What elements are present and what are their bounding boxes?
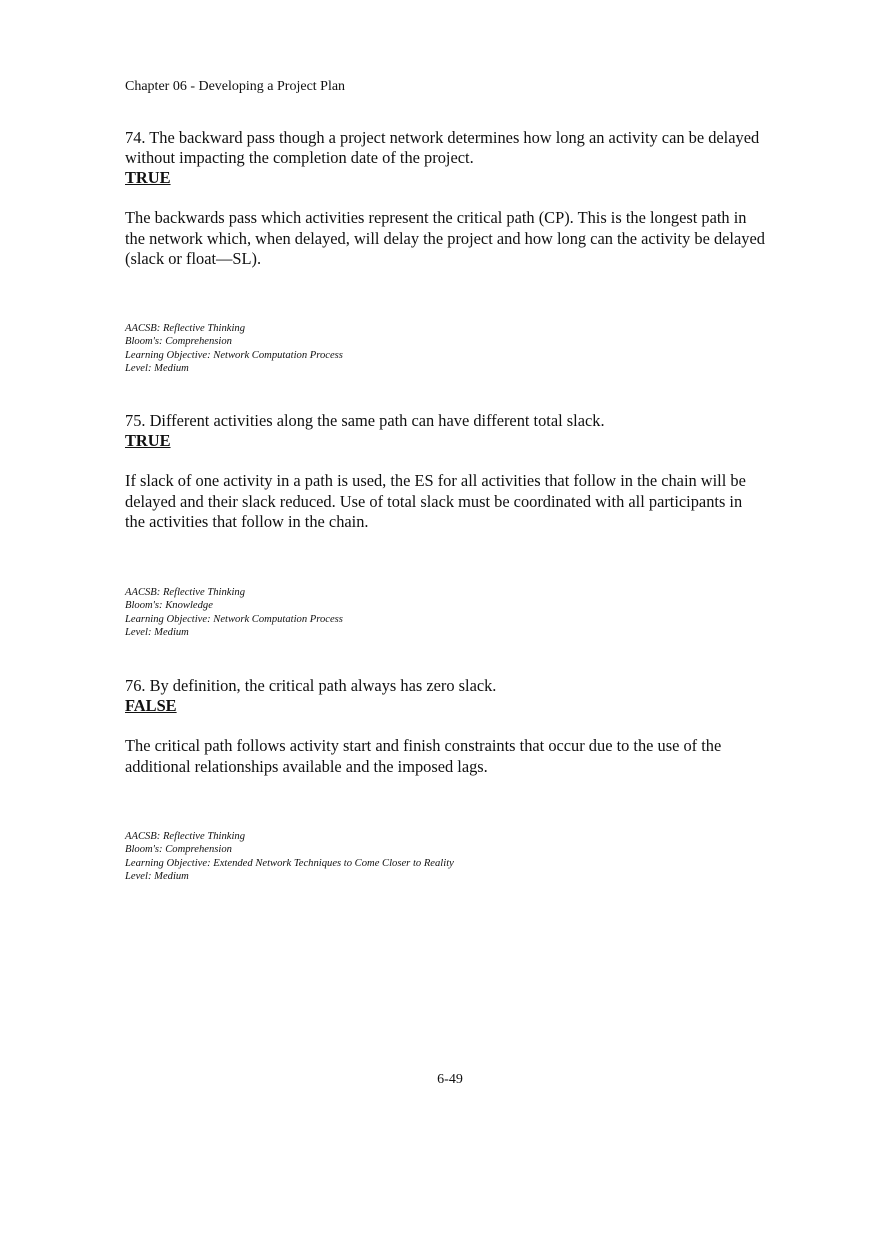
learning-objective-tag: Learning Objective: Network Computation Process	[125, 349, 343, 361]
question-75	[125, 411, 765, 533]
blooms-tag: Bloom's: Knowledge	[125, 600, 213, 612]
answer-explanation: The critical path follows activity start and finish constraints that occur due to the use of the additional relationships available and the imposed lags.	[125, 736, 722, 776]
chapter-header: Chapter 06 - Developing a Project Plan	[125, 79, 346, 94]
aacsb-tag: AACSB: Reflective Thinking	[125, 323, 246, 334]
answer-explanation: If slack of one activity in a path is used, the ES for all activities that follow in the chain will be delayed and their slack reduced. Use of total slack must be coordinated with all participants in the activities that follow in the chain.	[125, 471, 746, 531]
question-text: 74. The backward pass though a project network determines how long an activity can be delayed without impacting the completion date of the project.	[125, 128, 760, 167]
learning-objective-tag: Learning Objective: Extended Network Techniques to Come Closer to Reality	[125, 857, 454, 869]
page-number: 6-49	[437, 1072, 463, 1087]
level-tag: Level: Medium	[125, 626, 189, 638]
blooms-tag: Bloom's: Comprehension	[125, 844, 232, 856]
aacsb-tag: AACSB: Reflective Thinking	[125, 831, 246, 842]
question-75-metadata	[125, 586, 765, 639]
answer-label: TRUE	[125, 168, 171, 187]
learning-objective-tag: Learning Objective: Network Computation Process	[125, 613, 343, 625]
answer-label: TRUE	[125, 431, 171, 450]
question-76	[125, 676, 765, 777]
question-76-metadata	[125, 830, 765, 883]
aacsb-tag: AACSB: Reflective Thinking	[125, 587, 246, 598]
answer-explanation: The backwards pass which activities represent the critical path (CP). This is the longest path in the network which, when delayed, will delay the project and how long can the activity be delayed (slack or float—SL).	[125, 208, 765, 268]
question-text: 75. Different activities along the same path can have different total slack.	[125, 411, 605, 430]
blooms-tag: Bloom's: Comprehension	[125, 336, 232, 348]
answer-label: FALSE	[125, 696, 177, 715]
question-text: 76. By definition, the critical path always has zero slack.	[125, 676, 497, 695]
question-74-metadata	[125, 322, 765, 375]
level-tag: Level: Medium	[125, 362, 189, 374]
question-74	[125, 128, 765, 270]
level-tag: Level: Medium	[125, 870, 189, 882]
